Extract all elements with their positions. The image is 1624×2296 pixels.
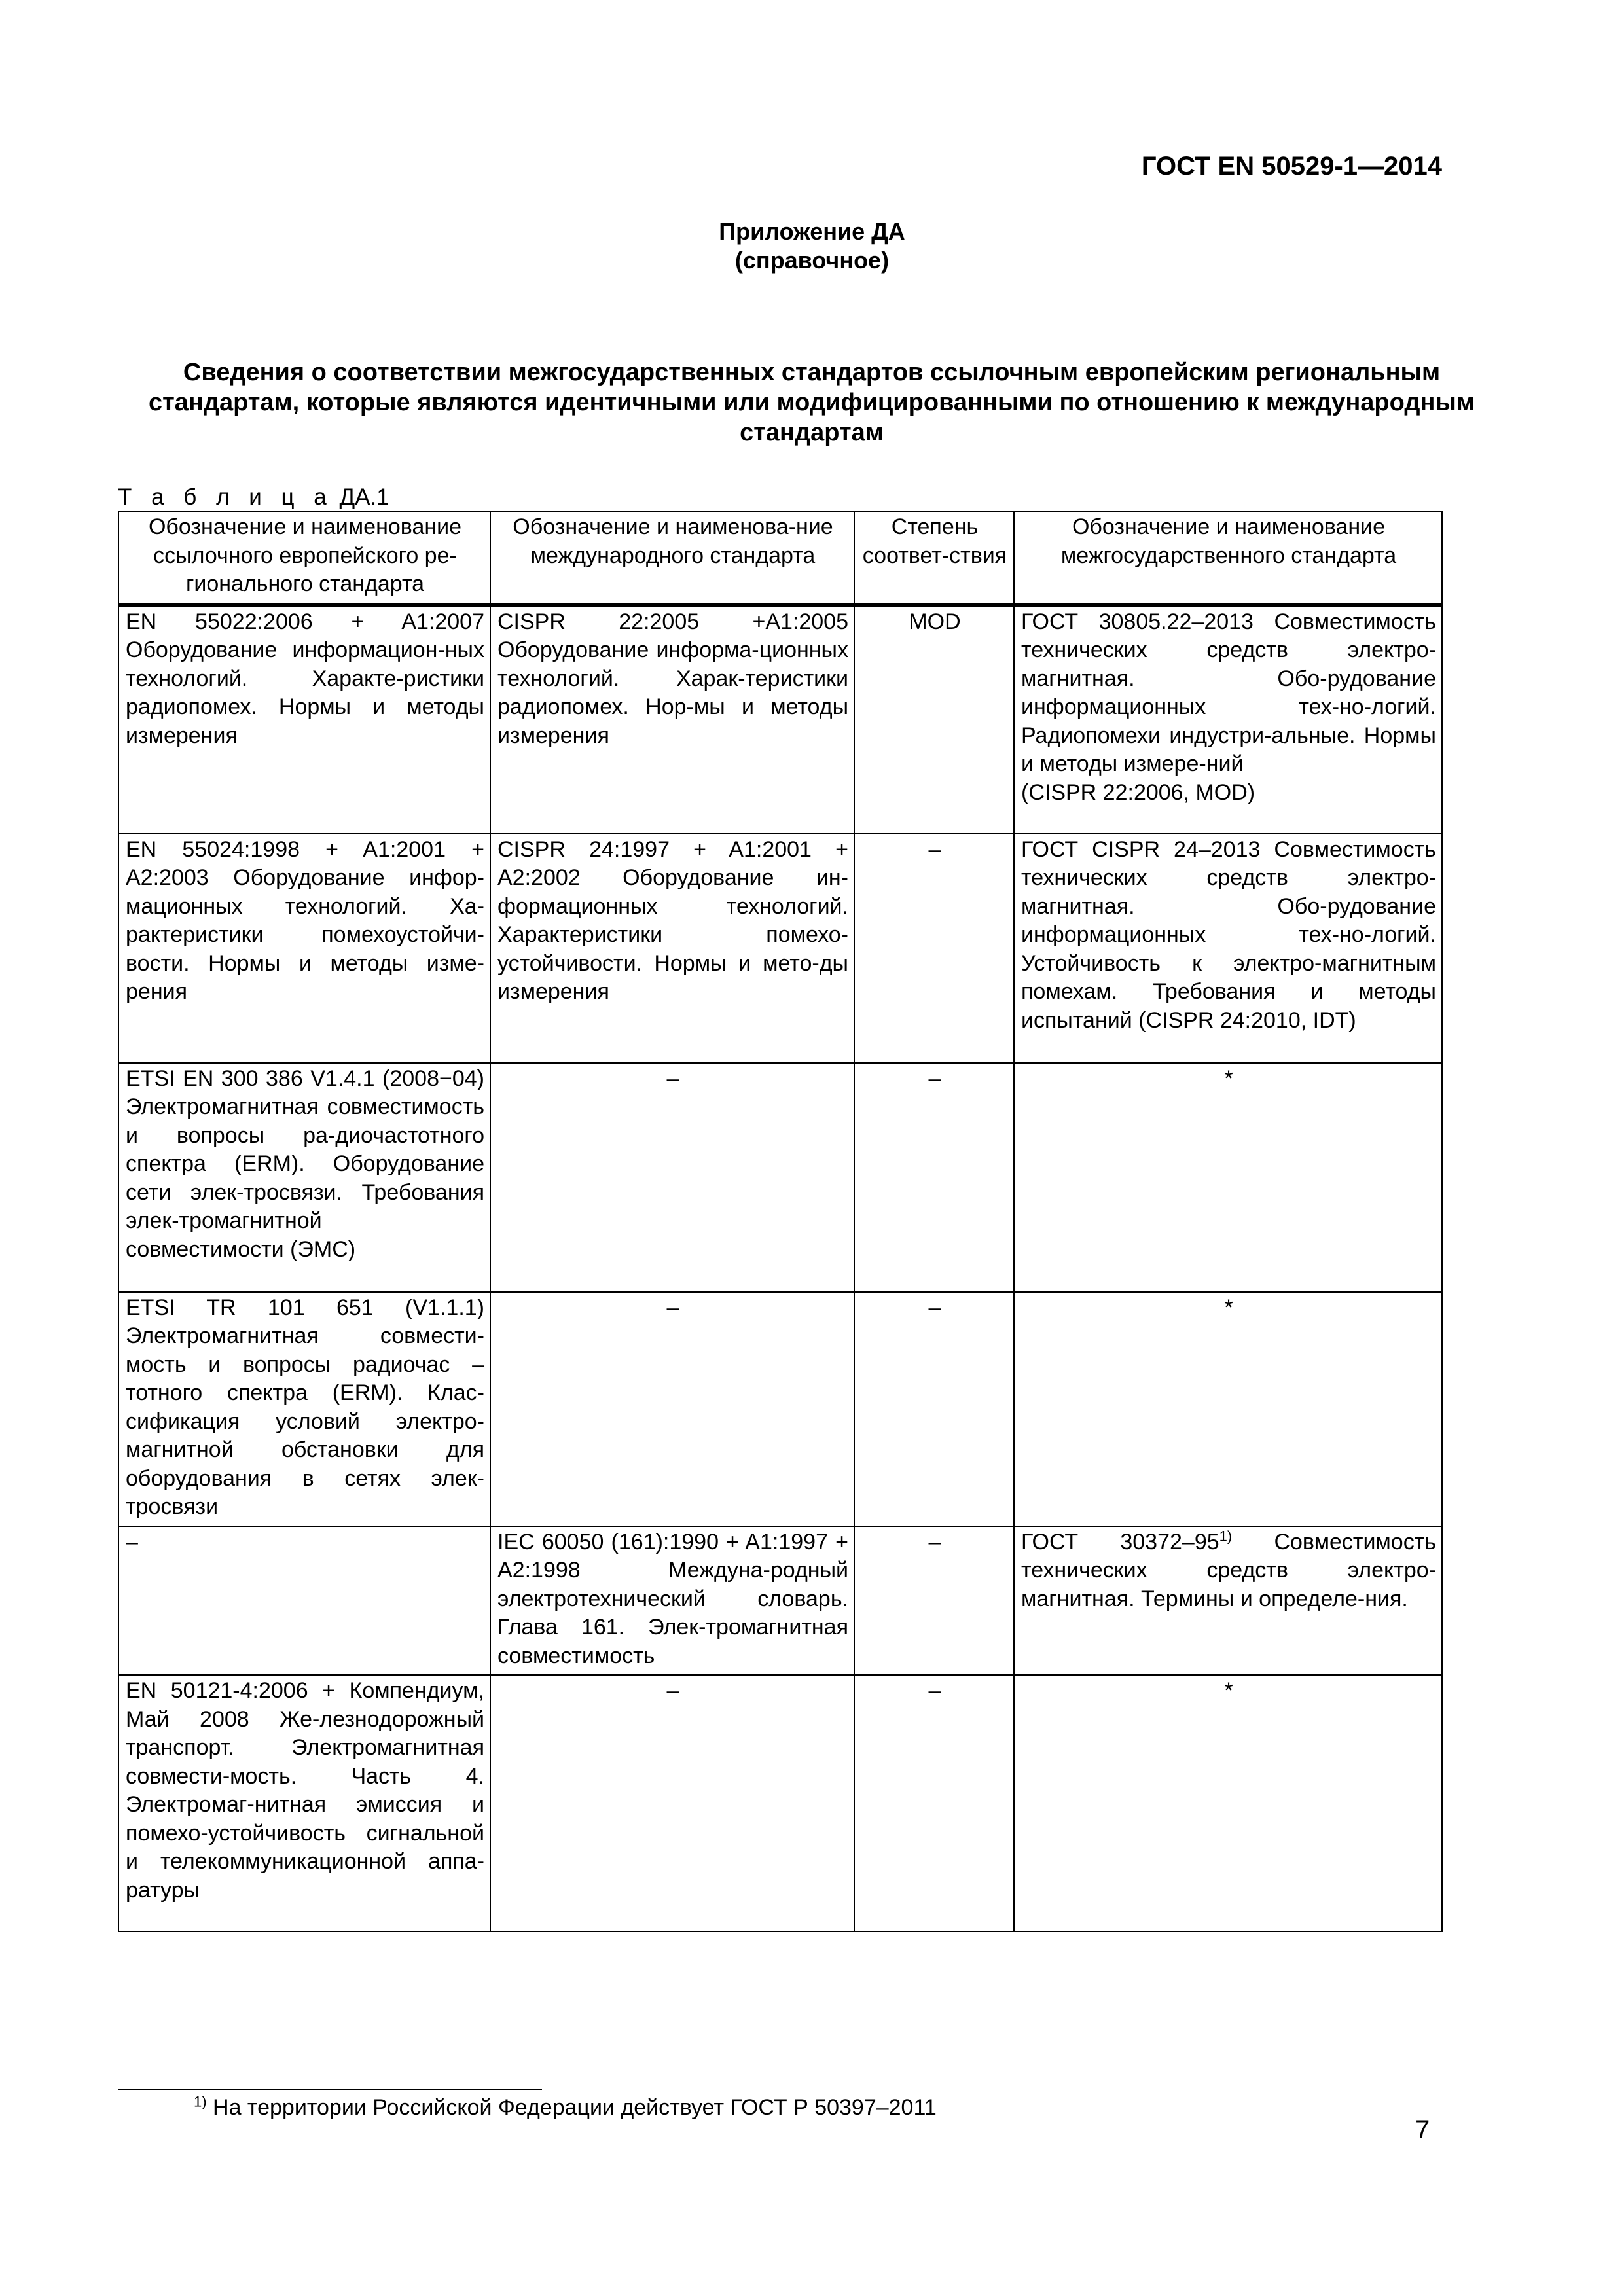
column-header-international: Обозначение и наименова-ние международного стандарта — [490, 511, 854, 605]
european-standard-cell: EN 55022:2006 + A1:2007 Оборудование информацион-ных технологий. Характе-ристики радиопомех. Нормы и методы измерения — [118, 605, 490, 834]
european-standard-cell: EN 55024:1998 + A1:2001 + A2:2003 Оборудование инфор-мационных технологий. Ха-рактеристики помехоустойчи-вости. Нормы и методы изме-рения — [118, 834, 490, 1063]
interstate-extra: (CISPR 22:2006, MOD) — [1021, 780, 1255, 805]
page-number: 7 — [1415, 2115, 1430, 2144]
international-standard-cell: CISPR 24:1997 + A1:2001 + A2:2002 Оборудование ин-формационных технологий. Характеристики помехо-устойчивости. Нормы и мето-ды измерения — [490, 834, 854, 1063]
interstate-standard-cell: * — [1014, 1063, 1442, 1292]
table-row — [118, 1063, 1442, 1292]
table-label — [118, 484, 389, 511]
table-label-word: Т а б л и ц а — [118, 484, 333, 510]
interstate-text: ГОСТ 30805.22–2013 Совместимость технических средств электро-магнитная. Обо-рудование информационных тех-но-логий. Радиопомехи индустри-альные. Нормы и методы измере-ний — [1021, 609, 1436, 776]
interstate-standard-cell — [1014, 605, 1442, 834]
interstate-standard-cell: * — [1014, 1292, 1442, 1526]
appendix-type: (справочное) — [734, 247, 890, 274]
table-row — [118, 834, 1442, 1063]
degree-cell: MOD — [854, 605, 1014, 834]
appendix-title: Приложение ДА — [719, 218, 905, 245]
column-header-european: Обозначение и наименование ссылочного европейского ре-гионального стандарта — [118, 511, 490, 605]
interstate-text: Совместимость технических средств электро-магнитная. Термины и определе-ния. — [1021, 1529, 1436, 1611]
european-standard-cell: EN 50121-4:2006 + Компендиум, Май 2008 Же-лезнодорожный транспорт. Электромагнитная совмести-мость. Часть 4. Электромаг-нитная эмиссия и помехо-устойчивость сигнальной и телекоммуникационной аппа-ратуры — [118, 1675, 490, 1931]
appendix-heading — [0, 217, 1624, 275]
footnote-text: На территории Российской Федерации действует ГОСТ Р 50397–2011 — [213, 2095, 937, 2120]
degree-cell: – — [854, 1526, 1014, 1676]
footnote — [194, 2095, 937, 2121]
column-header-degree: Степень соответ-ствия — [854, 511, 1014, 605]
european-standard-cell: ETSI TR 101 651 (V1.1.1) Электромагнитная совмести-мость и вопросы радиочас – тотного спектра (ERM). Клас-сификация условий электро-магнитной обстановки для оборудования в сетях элек-тросвязи — [118, 1292, 490, 1526]
degree-cell: – — [854, 1292, 1014, 1526]
table-row — [118, 605, 1442, 834]
interstate-standard-cell: * — [1014, 1675, 1442, 1931]
international-standard-cell: CISPR 22:2005 +A1:2005 Оборудование информа-ционных технологий. Харак-теристики радиопомех. Нор-мы и методы измерения — [490, 605, 854, 834]
degree-cell: – — [854, 1675, 1014, 1931]
interstate-code: ГОСТ 30372–95 — [1021, 1529, 1219, 1554]
degree-cell: – — [854, 834, 1014, 1063]
appendix-main-title: Сведения о соответствии межгосударственных стандартов ссылочным европейским региональным стандартам, которые являются идентичными или модифицированными по отношению к международным стандартам — [149, 359, 1475, 446]
table-label-number: ДА.1 — [339, 484, 389, 510]
footnote-reference: 1) — [1219, 1528, 1233, 1545]
european-standard-cell: ETSI EN 300 386 V1.4.1 (2008−04) Электромагнитная совместимость и вопросы ра-диочастотного спектра (ERM). Оборудование сети элек-тросвязи. Требования элек-тромагнитной совместимости (ЭМС) — [118, 1063, 490, 1292]
interstate-standard-cell: ГОСТ CISPR 24–2013 Совместимость технических средств электро-магнитная. Обо-рудование информационных тех-но-логий. Устойчивость к электро-магнитным помехам. Требования и методы испытаний (CISPR 24:2010, IDT) — [1014, 834, 1442, 1063]
table-row — [118, 1675, 1442, 1931]
international-standard-cell: – — [490, 1063, 854, 1292]
footnote-marker: 1) — [194, 2093, 207, 2110]
table-row — [118, 1526, 1442, 1676]
footnote-divider — [118, 2089, 542, 2090]
correspondence-table — [118, 511, 1443, 1932]
document-code: ГОСТ EN 50529-1—2014 — [1141, 152, 1442, 181]
table-row — [118, 1292, 1442, 1526]
table-header-row — [118, 511, 1442, 605]
european-standard-cell: – — [118, 1526, 490, 1676]
international-standard-cell: – — [490, 1675, 854, 1931]
column-header-interstate: Обозначение и наименование межгосударственного стандарта — [1014, 511, 1442, 605]
international-standard-cell: – — [490, 1292, 854, 1526]
interstate-standard-cell — [1014, 1526, 1442, 1676]
degree-cell: – — [854, 1063, 1014, 1292]
international-standard-cell: IEC 60050 (161):1990 + A1:1997 + A2:1998 Междуна-родный электротехнический словарь. Глава 161. Элек-тромагнитная совместимость — [490, 1526, 854, 1676]
